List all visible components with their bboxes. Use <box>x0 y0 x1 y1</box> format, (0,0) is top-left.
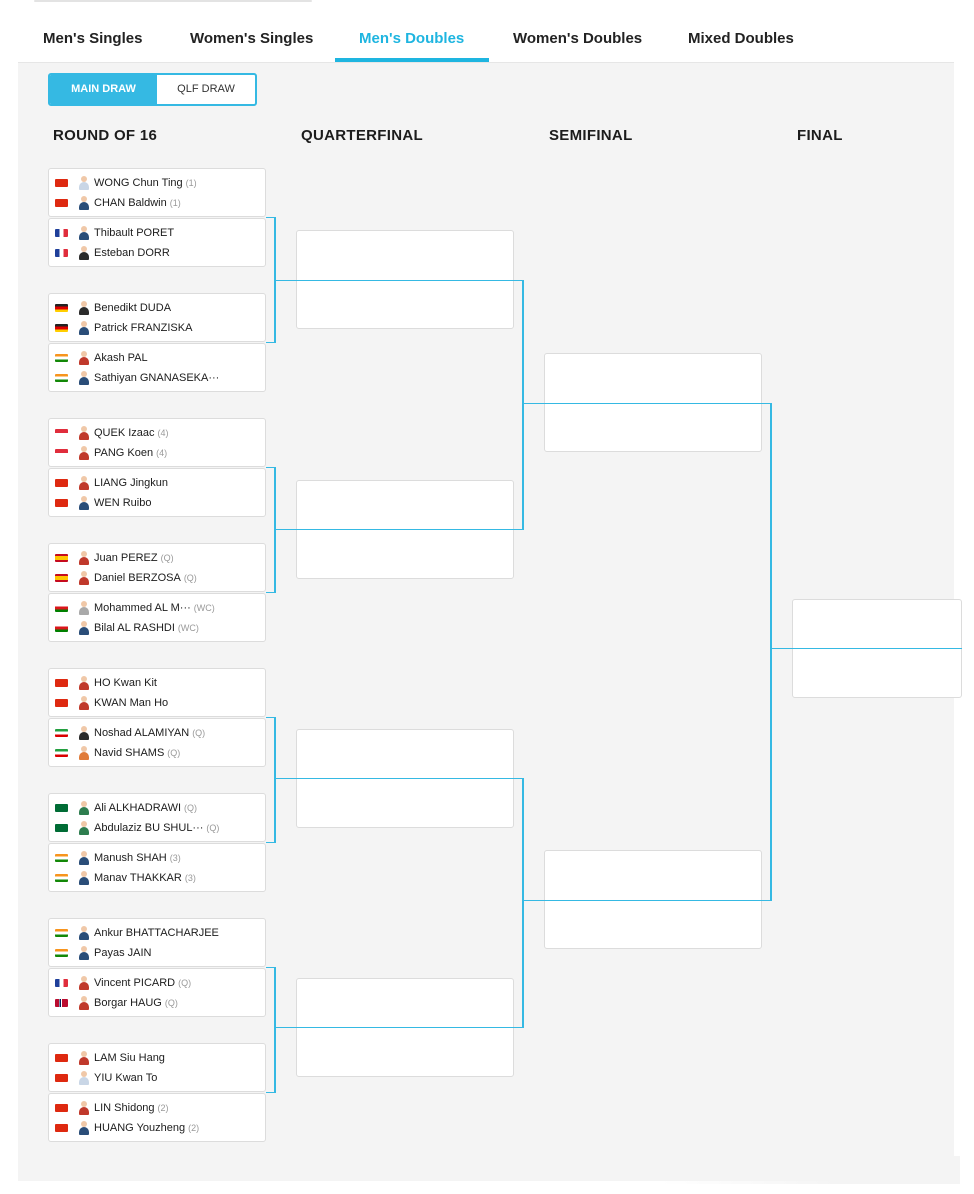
player-avatar-icon <box>78 551 90 565</box>
player-row[interactable] <box>49 599 265 617</box>
player-row[interactable] <box>49 1099 265 1117</box>
player-name <box>94 799 197 817</box>
bracket-connector <box>762 900 770 901</box>
bracket-connector <box>266 342 274 343</box>
player-name <box>94 974 191 992</box>
player-name-text: Vincent PICARD <box>94 977 176 989</box>
player-avatar-icon <box>78 696 90 710</box>
player-avatar-icon <box>78 926 90 940</box>
player-row[interactable] <box>49 819 265 837</box>
player-avatar-icon <box>78 821 90 835</box>
avatar-body <box>79 452 89 460</box>
player-row[interactable] <box>49 369 265 387</box>
player-name <box>94 424 169 442</box>
player-seed: (WC) <box>177 623 199 633</box>
player-name <box>94 224 177 242</box>
player-name-text: Sathiyan GNANASEKA··· <box>94 372 220 384</box>
player-name-text: YIU Kwan To <box>94 1072 158 1084</box>
player-name-text: Esteban DORR <box>94 247 170 259</box>
player-avatar-icon <box>78 371 90 385</box>
avatar-body <box>79 827 89 835</box>
player-name-text: HO Kwan Kit <box>94 677 157 689</box>
player-row[interactable] <box>49 1119 265 1137</box>
player-name <box>94 744 180 762</box>
bracket-connector <box>274 967 276 1093</box>
player-name-text: QUEK Izaac <box>94 427 155 439</box>
flag-icon <box>55 429 68 437</box>
player-row[interactable] <box>49 724 265 742</box>
bracket-connector <box>522 778 524 1028</box>
player-seed: (Q) <box>184 803 198 813</box>
avatar-body <box>79 807 89 815</box>
player-name <box>94 849 181 867</box>
player-name-text: WEN Ruibo <box>94 497 152 509</box>
player-avatar-icon <box>78 801 90 815</box>
player-avatar-icon <box>78 246 90 260</box>
bracket-connector <box>296 778 514 779</box>
bracket-connector <box>544 900 762 901</box>
flag-icon <box>55 854 68 862</box>
player-name <box>94 474 171 492</box>
avatar-body <box>79 732 89 740</box>
bracket-connector <box>274 1027 296 1028</box>
r16-match-box[interactable] <box>48 1043 266 1092</box>
player-row[interactable] <box>49 424 265 442</box>
bracket-connector <box>514 1027 522 1028</box>
player-seed: (Q) <box>160 553 174 563</box>
player-name <box>94 444 167 462</box>
player-name <box>94 924 222 942</box>
bracket-connector <box>522 280 524 530</box>
player-avatar-icon <box>78 321 90 335</box>
event-tabs <box>18 0 954 63</box>
player-avatar-icon <box>78 976 90 990</box>
round-title-semifinal: SEMIFINAL <box>549 127 633 144</box>
bracket-connector <box>274 717 276 843</box>
player-row[interactable] <box>49 849 265 867</box>
player-name-text: Juan PEREZ <box>94 552 158 564</box>
player-row[interactable] <box>49 224 265 242</box>
player-row[interactable] <box>49 974 265 992</box>
flag-icon <box>55 874 68 882</box>
player-name <box>94 674 160 692</box>
player-name <box>94 369 222 387</box>
flag-icon <box>55 1054 68 1062</box>
player-avatar-icon <box>78 601 90 615</box>
player-name <box>94 724 205 742</box>
flag-icon <box>55 229 68 237</box>
avatar-body <box>79 952 89 960</box>
player-name-text: Navid SHAMS <box>94 747 165 759</box>
flag-icon <box>55 1124 68 1132</box>
player-seed: (Q) <box>183 573 197 583</box>
bracket-connector <box>522 900 544 901</box>
player-seed: (4) <box>156 448 168 458</box>
r16-match-box[interactable] <box>48 543 266 592</box>
player-seed: (3) <box>184 873 196 883</box>
flag-icon <box>55 249 68 257</box>
player-name-text: Borgar HAUG <box>94 997 162 1009</box>
avatar-body <box>79 327 89 335</box>
player-name-text: Ankur BHATTACHARJEE <box>94 927 219 939</box>
flag-icon <box>55 554 68 562</box>
avatar-body <box>79 182 89 190</box>
player-seed: (Q) <box>164 998 178 1008</box>
bracket-connector <box>770 648 792 649</box>
player-name <box>94 1069 160 1087</box>
player-row[interactable] <box>49 349 265 367</box>
player-avatar-icon <box>78 1051 90 1065</box>
tab-womens-doubles[interactable]: Women's Doubles <box>513 30 643 47</box>
bracket-connector <box>296 1027 514 1028</box>
bracket-connector <box>266 717 274 718</box>
player-seed: (Q) <box>206 823 220 833</box>
bracket-connector <box>266 967 274 968</box>
flag-icon <box>55 749 68 757</box>
player-name <box>94 819 219 837</box>
flag-icon <box>55 449 68 457</box>
player-name <box>94 694 171 712</box>
player-row[interactable] <box>49 799 265 817</box>
r16-match-box[interactable] <box>48 293 266 342</box>
player-avatar-icon <box>78 871 90 885</box>
player-name <box>94 869 196 887</box>
player-name-text: LAM Siu Hang <box>94 1052 165 1064</box>
avatar-body <box>79 1057 89 1065</box>
flag-icon <box>55 324 68 332</box>
player-seed: (WC) <box>193 603 215 613</box>
flag-icon <box>55 824 68 832</box>
flag-icon <box>55 604 68 612</box>
flag-icon <box>55 699 68 707</box>
player-row[interactable] <box>49 1049 265 1067</box>
player-name <box>94 349 151 367</box>
player-name <box>94 569 197 587</box>
player-avatar-icon <box>78 996 90 1010</box>
player-avatar-icon <box>78 1101 90 1115</box>
r16-match-box[interactable] <box>48 168 266 217</box>
flag-icon <box>55 929 68 937</box>
player-row[interactable] <box>49 694 265 712</box>
qlf-draw-button[interactable]: QLF DRAW <box>177 83 235 95</box>
player-name-text: CHAN Baldwin <box>94 197 167 209</box>
bracket-connector <box>514 529 522 530</box>
player-row[interactable] <box>49 619 265 637</box>
avatar-body <box>79 702 89 710</box>
player-avatar-icon <box>78 301 90 315</box>
player-seed: (2) <box>188 1123 200 1133</box>
player-avatar-icon <box>78 726 90 740</box>
player-name <box>94 599 215 617</box>
player-name <box>94 244 173 262</box>
r16-match-box[interactable] <box>48 468 266 517</box>
player-seed: (Q) <box>167 748 181 758</box>
player-name <box>94 619 199 637</box>
r16-match-box[interactable] <box>48 343 266 392</box>
bracket-connector <box>266 217 274 218</box>
player-row[interactable] <box>49 319 265 337</box>
avatar-body <box>79 307 89 315</box>
player-seed: (Q) <box>192 728 206 738</box>
avatar-body <box>79 432 89 440</box>
tab-mens-doubles[interactable]: Men's Doubles <box>359 30 465 47</box>
player-name-text: WONG Chun Ting <box>94 177 183 189</box>
flag-icon <box>55 354 68 362</box>
r16-match-box[interactable] <box>48 1093 266 1142</box>
round-title-quarterfinal: QUARTERFINAL <box>301 127 423 144</box>
player-avatar-icon <box>78 946 90 960</box>
player-name-text: Manav THAKKAR <box>94 872 182 884</box>
r16-match-box[interactable] <box>48 593 266 642</box>
flag-icon <box>55 479 68 487</box>
flag-icon <box>55 804 68 812</box>
player-name-text: PANG Koen <box>94 447 154 459</box>
avatar-body <box>79 502 89 510</box>
player-name-text: Akash PAL <box>94 352 148 364</box>
player-name-text: Bilal AL RASHDI <box>94 622 175 634</box>
avatar-body <box>79 857 89 865</box>
player-name-text: HUANG Youzheng <box>94 1122 186 1134</box>
player-name-text: Ali ALKHADRAWI <box>94 802 182 814</box>
player-name-text: LIANG Jingkun <box>94 477 168 489</box>
bracket-connector <box>266 1092 274 1093</box>
avatar-body <box>79 982 89 990</box>
r16-match-box[interactable] <box>48 218 266 267</box>
player-name <box>94 194 181 212</box>
player-row[interactable] <box>49 494 265 512</box>
player-name-text: Mohammed AL M··· <box>94 602 191 614</box>
tab-mixed-doubles[interactable]: Mixed Doubles <box>688 30 794 47</box>
avatar-body <box>79 252 89 260</box>
avatar-body <box>79 1107 89 1115</box>
player-seed: (Q) <box>178 978 192 988</box>
player-row[interactable] <box>49 924 265 942</box>
player-name <box>94 174 197 192</box>
player-name-text: Patrick FRANZISKA <box>94 322 193 334</box>
flag-icon <box>55 1104 68 1112</box>
avatar-body <box>79 682 89 690</box>
round-title-final: FINAL <box>797 127 843 144</box>
player-name-text: KWAN Man Ho <box>94 697 169 709</box>
player-name <box>94 494 154 512</box>
player-name-text: Manush SHAH <box>94 852 167 864</box>
player-avatar-icon <box>78 226 90 240</box>
bracket-connector <box>274 529 296 530</box>
player-row[interactable] <box>49 244 265 262</box>
player-row[interactable] <box>49 194 265 212</box>
player-row[interactable] <box>49 1069 265 1087</box>
player-avatar-icon <box>78 351 90 365</box>
player-name <box>94 1049 168 1067</box>
player-row[interactable] <box>49 994 265 1012</box>
draw-toggle <box>48 73 257 106</box>
r16-match-box[interactable] <box>48 793 266 842</box>
r16-match-box[interactable] <box>48 968 266 1017</box>
player-seed: (2) <box>157 1103 169 1113</box>
player-name-text: Abdulaziz BU SHUL··· <box>94 822 204 834</box>
bracket-connector <box>266 592 274 593</box>
player-avatar-icon <box>78 1121 90 1135</box>
player-avatar-icon <box>78 851 90 865</box>
avatar-body <box>79 577 89 585</box>
avatar-body <box>79 377 89 385</box>
player-avatar-icon <box>78 676 90 690</box>
player-avatar-icon <box>78 446 90 460</box>
bracket-connector <box>762 403 770 404</box>
player-row[interactable] <box>49 174 265 192</box>
player-name <box>94 299 174 317</box>
r16-match-box[interactable] <box>48 918 266 967</box>
avatar-body <box>79 1002 89 1010</box>
active-tab-indicator <box>335 58 489 62</box>
flag-icon <box>55 949 68 957</box>
avatar-body <box>79 752 89 760</box>
avatar-body <box>79 607 89 615</box>
player-row[interactable] <box>49 744 265 762</box>
bracket-connector <box>274 467 276 593</box>
player-avatar-icon <box>78 621 90 635</box>
player-seed: (1) <box>185 178 197 188</box>
player-seed: (3) <box>169 853 181 863</box>
player-name <box>94 1099 169 1117</box>
bracket-connector <box>266 467 274 468</box>
player-avatar-icon <box>78 426 90 440</box>
player-name <box>94 1119 199 1137</box>
tab-womens-singles[interactable]: Women's Singles <box>190 30 314 47</box>
player-name-text: Benedikt DUDA <box>94 302 172 314</box>
player-name-text: Payas JAIN <box>94 947 152 959</box>
player-row[interactable] <box>49 444 265 462</box>
avatar-body <box>79 232 89 240</box>
round-title-r16: ROUND OF 16 <box>53 127 158 144</box>
player-name-text: LIN Shidong <box>94 1102 155 1114</box>
flag-icon <box>55 729 68 737</box>
player-avatar-icon <box>78 1071 90 1085</box>
player-avatar-icon <box>78 196 90 210</box>
player-name-text: Thibault PORET <box>94 227 175 239</box>
r16-match-box[interactable] <box>48 718 266 767</box>
avatar-body <box>79 877 89 885</box>
player-row[interactable] <box>49 674 265 692</box>
player-avatar-icon <box>78 476 90 490</box>
r16-match-box[interactable] <box>48 418 266 467</box>
tab-mens-singles[interactable]: Men's Singles <box>43 30 143 47</box>
flag-icon <box>55 499 68 507</box>
flag-icon <box>55 1074 68 1082</box>
bracket-connector <box>266 842 274 843</box>
r16-match-box[interactable] <box>48 668 266 717</box>
main-draw-button[interactable]: MAIN DRAW <box>50 75 157 104</box>
player-seed: (1) <box>169 198 181 208</box>
flag-icon <box>55 574 68 582</box>
player-avatar-icon <box>78 176 90 190</box>
player-avatar-icon <box>78 571 90 585</box>
bracket-connector <box>514 778 522 779</box>
flag-icon <box>55 624 68 632</box>
bracket-connector <box>792 648 962 649</box>
flag-icon <box>55 304 68 312</box>
player-row[interactable] <box>49 549 265 567</box>
player-name <box>94 994 178 1012</box>
bracket-connector <box>770 403 772 901</box>
flag-icon <box>55 979 68 987</box>
avatar-body <box>79 627 89 635</box>
bracket-connector <box>544 403 762 404</box>
player-avatar-icon <box>78 496 90 510</box>
flag-icon <box>55 679 68 687</box>
bracket-connector <box>274 778 296 779</box>
player-row[interactable] <box>49 474 265 492</box>
avatar-body <box>79 357 89 365</box>
flag-icon <box>55 199 68 207</box>
bracket-connector <box>296 529 514 530</box>
player-name <box>94 319 195 337</box>
bracket-connector <box>274 280 296 281</box>
player-row[interactable] <box>49 869 265 887</box>
bracket-connector <box>296 280 514 281</box>
player-name <box>94 944 154 962</box>
avatar-body <box>79 1127 89 1135</box>
avatar-body <box>79 932 89 940</box>
bracket-connector <box>514 280 522 281</box>
bottom-fade <box>660 1156 960 1184</box>
player-name <box>94 549 174 567</box>
player-name-text: Daniel BERZOSA <box>94 572 181 584</box>
flag-icon <box>55 179 68 187</box>
flag-icon <box>55 374 68 382</box>
avatar-body <box>79 202 89 210</box>
flag-icon <box>55 999 68 1007</box>
player-row[interactable] <box>49 944 265 962</box>
player-name-text: Noshad ALAMIYAN <box>94 727 190 739</box>
r16-match-box[interactable] <box>48 843 266 892</box>
bracket-connector <box>522 403 544 404</box>
player-avatar-icon <box>78 746 90 760</box>
avatar-body <box>79 1077 89 1085</box>
player-seed: (4) <box>157 428 169 438</box>
player-row[interactable] <box>49 569 265 587</box>
avatar-body <box>79 482 89 490</box>
player-row[interactable] <box>49 299 265 317</box>
avatar-body <box>79 557 89 565</box>
